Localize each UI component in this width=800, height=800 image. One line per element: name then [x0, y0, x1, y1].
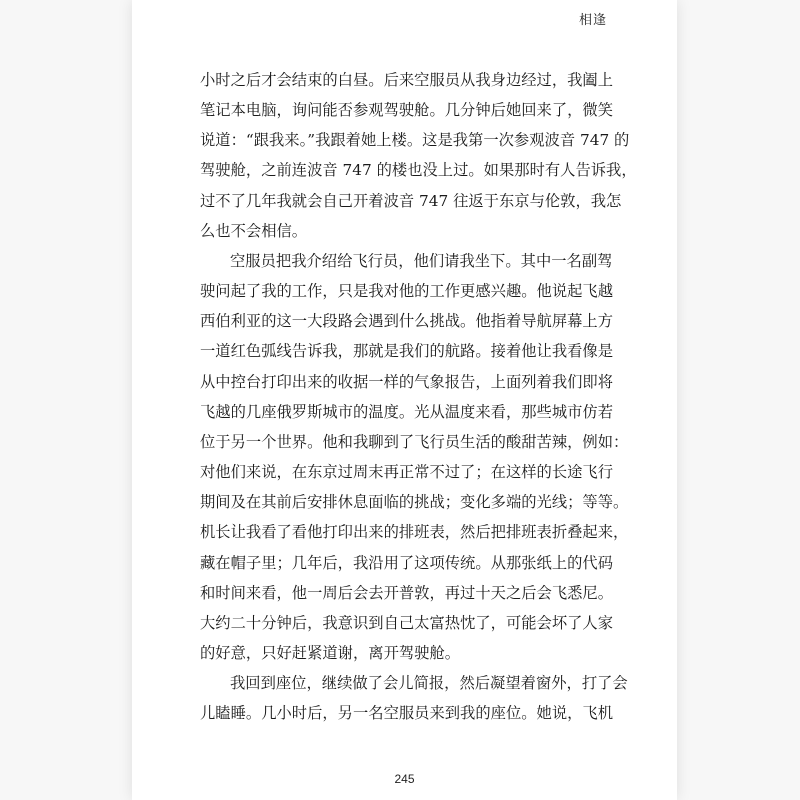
text-line: 说道：“跟我来。”我跟着她上楼。这是我第一次参观波音 747 的 — [200, 131, 630, 150]
text-line: 大约二十分钟后，我意识到自己太富热忱了，可能会坏了人家 — [200, 613, 614, 632]
text-line: 期间及在其前后安排休息面临的挑战；变化多端的光线；等等。 — [200, 493, 629, 512]
text-line: 和时间来看，他一周后会去开普敦，再过十天之后会飞悉尼。 — [200, 583, 614, 602]
text-line: 驾驶舱，之前连波音 747 的楼也没上过。如果那时有人告诉我， — [200, 161, 637, 180]
text-line: 我回到座位，继续做了会儿简报，然后凝望着窗外，打了会 — [230, 674, 628, 693]
text-line: 驶问起了我的工作，只是我对他的工作更感兴趣。他说起飞越 — [200, 282, 614, 301]
text-line: 飞越的几座俄罗斯城市的温度。光从温度来看，那些城市仿若 — [200, 402, 614, 421]
text-line: 笔记本电脑，询问能否参观驾驶舱。几分钟后她回来了，微笑 — [200, 101, 614, 120]
text-line: 西伯利亚的这一大段路会遇到什么挑战。他指着导航屏幕上方 — [200, 312, 614, 331]
text-line: 藏在帽子里；几年后，我沿用了这项传统。从那张纸上的代码 — [200, 553, 614, 572]
text-line: 么也不会相信。 — [200, 221, 308, 240]
body-text — [200, 65, 637, 728]
text-line: 对他们来说，在东京过周末再正常不过了；在这样的长途飞行 — [200, 463, 614, 482]
page-number: 245 — [394, 772, 415, 786]
text-line: 从中控台打印出来的收据一样的气象报告，上面列着我们即将 — [200, 372, 614, 391]
text-line: 机长让我看了看他打印出来的排班表，然后把排班表折叠起来， — [200, 523, 629, 542]
text-line: 的好意，只好赶紧道谢，离开驾驶舱。 — [200, 643, 461, 662]
text-line: 小时之后才会结束的白昼。后来空服员从我身边经过，我阖上 — [200, 71, 614, 89]
text-line: 位于另一个世界。他和我聊到了飞行员生活的酸甜苦辣，例如： — [200, 432, 629, 451]
text-line: 儿瞌睡。几小时后，另一名空服员来到我的座位。她说，飞机 — [200, 704, 614, 723]
text-line: 过不了几年我就会自己开着波音 747 往返于东京与伦敦，我怎 — [200, 191, 622, 210]
text-line: 空服员把我介绍给飞行员，他们请我坐下。其中一名副驾 — [230, 251, 613, 270]
book-page — [132, 0, 677, 800]
text-line: 一道红色弧线告诉我，那就是我们的航路。接着他让我看像是 — [200, 342, 614, 361]
running-header: 相逢 — [578, 13, 607, 28]
